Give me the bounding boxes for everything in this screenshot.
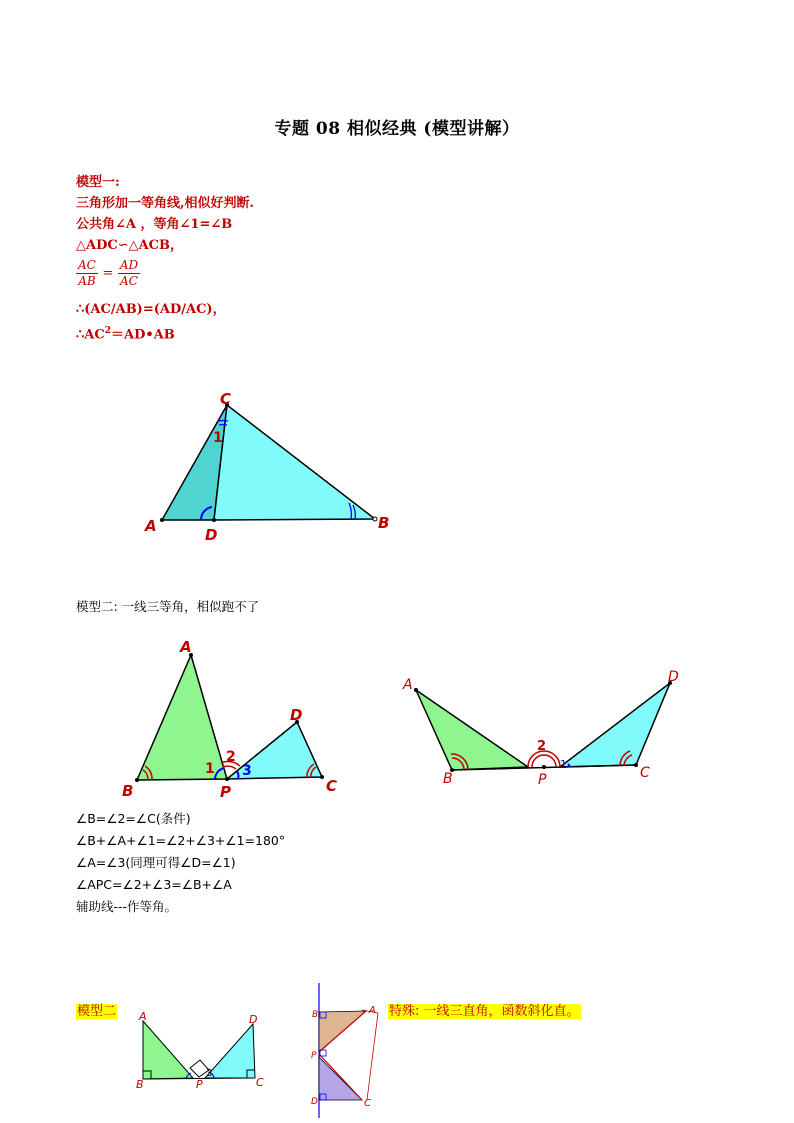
label-angle1: 1 xyxy=(213,430,223,446)
m3-label-p: P xyxy=(196,1078,203,1091)
fraction-right-numerator: AD xyxy=(119,258,139,272)
model1-line1: 三角形加一等角线,相似好判断. xyxy=(76,196,255,211)
model1-line5: ∴(AC/AB)=(AD/AC)， xyxy=(76,302,226,317)
fraction-right-denominator: AC xyxy=(120,274,138,288)
model1-heading: 模型一: xyxy=(76,175,120,190)
label-c: C xyxy=(220,390,232,408)
fig1-label-p: P xyxy=(220,783,231,801)
label-a: A xyxy=(145,517,157,535)
fig1-label-d: D xyxy=(290,706,303,724)
fig2-triangle-pcd xyxy=(560,683,670,767)
model3-tag xyxy=(76,1000,117,1019)
fig1-label-c: C xyxy=(326,777,338,795)
model2-line-4: ∠APC=∠2+∠3=∠B+∠A xyxy=(76,877,232,892)
model2-line-2: ∠B+∠A+∠1=∠2+∠3+∠1=180° xyxy=(76,833,286,848)
fig1-angle2-mark-1 xyxy=(223,766,236,769)
m3v-label-a: A xyxy=(369,1005,376,1016)
m3-label-a: A xyxy=(139,1010,147,1023)
fraction-left-denominator: AB xyxy=(78,274,96,288)
point-d xyxy=(212,518,216,522)
model2-line-3: ∠A=∠3(同理可得∠D=∠1) xyxy=(76,855,236,870)
point-a xyxy=(160,518,164,522)
m3v-label-p: P xyxy=(311,1051,317,1061)
m3-label-angle3: 3 xyxy=(206,1068,213,1079)
model2-line-5: 辅助线---作等角。 xyxy=(76,899,178,914)
fig2-label-b: B xyxy=(443,771,453,787)
fraction-left-numerator: AC xyxy=(78,258,96,272)
fig1-label-a: A xyxy=(180,638,192,656)
model3-special-text: 特殊: 一线三直角，函数斜化直。 xyxy=(389,1004,580,1019)
m3v-label-d: D xyxy=(311,1097,318,1107)
model2-line-1: ∠B=∠2=∠C(条件) xyxy=(76,811,191,826)
fig2-label-d: D xyxy=(668,669,679,685)
fig2-label-angle2: 2 xyxy=(537,739,547,754)
model1-line6-sup: 2 xyxy=(104,326,111,336)
triangle-dcb xyxy=(214,405,375,520)
m3-label-c: C xyxy=(256,1076,264,1089)
model1-line6-a: ∴AC xyxy=(76,327,105,343)
fig1-label-angle2: 2 xyxy=(226,749,236,765)
fig1-label-angle1: 1 xyxy=(205,761,215,777)
fig2-label-c: C xyxy=(640,765,650,781)
page-title: 专题 08 相似经典 (模型讲解） xyxy=(274,119,520,139)
fig2-label-angle1: 1 xyxy=(560,758,567,771)
label-b: B xyxy=(378,514,390,532)
m3-label-b: B xyxy=(136,1078,144,1091)
fig2-label-a: A xyxy=(403,677,413,693)
fig2-point-a xyxy=(414,688,418,692)
fig1-label-b: B xyxy=(122,782,134,800)
label-d: D xyxy=(205,526,218,544)
fig2-point-p xyxy=(542,765,546,769)
model1-line3: △ADC∽△ACB， xyxy=(76,238,184,253)
fig2-label-p: P xyxy=(538,772,547,788)
m3v-label-c: C xyxy=(364,1098,371,1109)
m3-label-d: D xyxy=(249,1013,258,1026)
fig2-point-c xyxy=(634,763,638,767)
model3-tag-text: 模型二 xyxy=(77,1004,117,1019)
point-b xyxy=(373,517,377,521)
model1-line6-b: ＝AD•AB xyxy=(110,327,175,343)
model1-line2: 公共角∠A ，等角∠1=∠B xyxy=(76,217,233,232)
fraction-equals: = xyxy=(102,266,114,281)
fig2-triangle-abp xyxy=(416,690,528,770)
fig1-point-p xyxy=(225,777,229,781)
m3-triangle-left xyxy=(143,1021,193,1079)
m3v-right-edge xyxy=(367,1013,378,1100)
fig1-point-c xyxy=(320,775,324,779)
model3-special xyxy=(388,1000,581,1019)
fig1-label-angle3: 3 xyxy=(242,763,252,779)
m3v-label-b: B xyxy=(312,1010,319,1020)
fig1-point-b xyxy=(135,778,139,782)
angle1-mark-2 xyxy=(218,420,228,421)
model2-heading: 模型二: 一线三等角，相似跑不了 xyxy=(76,599,260,614)
